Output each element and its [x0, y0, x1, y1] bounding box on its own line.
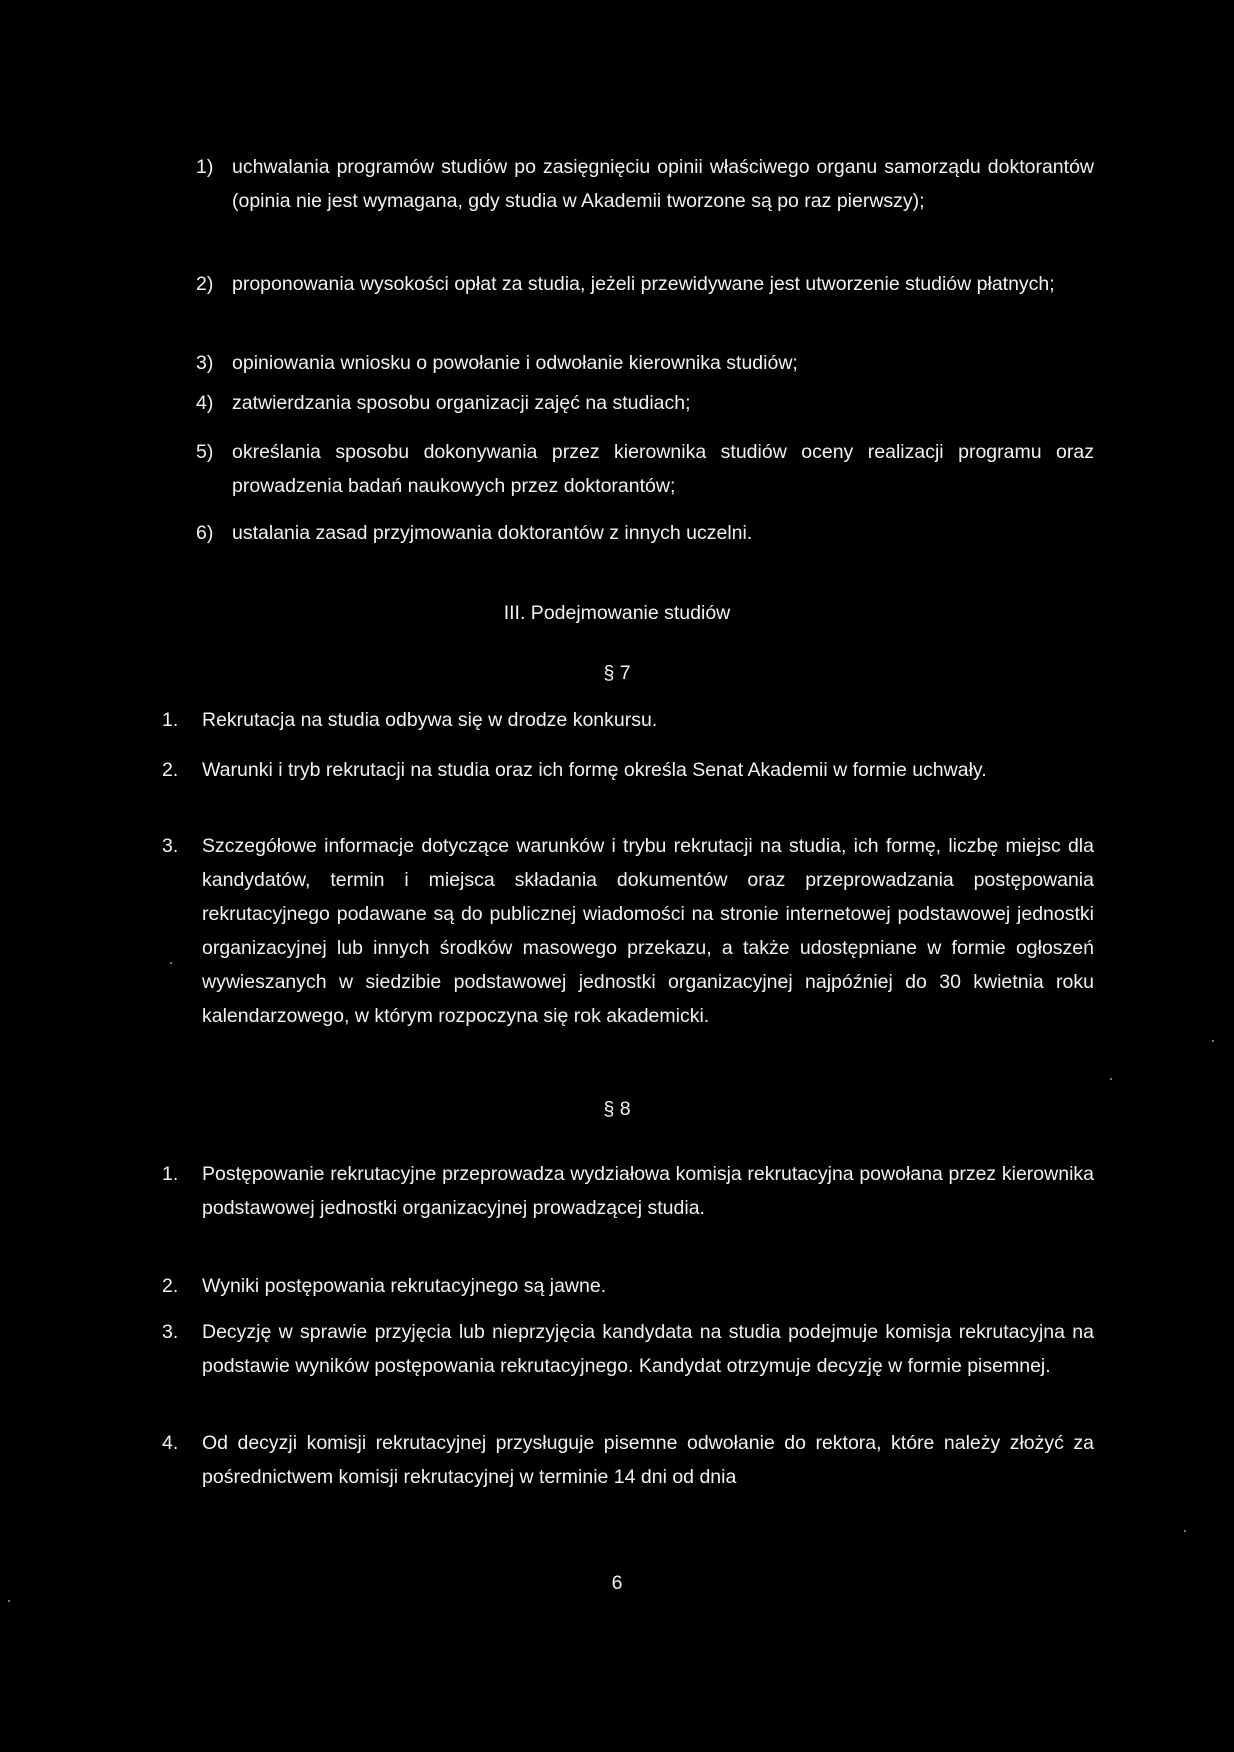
- item-number: 2.: [162, 1275, 179, 1297]
- list-item: [0, 150, 1234, 252]
- list-item-number: 2): [196, 273, 214, 295]
- scan-speck: [170, 962, 172, 964]
- list-item-text: określania sposobu dokonywania przez kierownika studiów oceny realizacji programu oraz prowadzenia badań naukowych przez doktorantów;: [232, 441, 1094, 497]
- paragraph-8-item: [0, 1426, 1234, 1494]
- list-item-number: 1): [196, 156, 214, 178]
- item-text: Rekrutacja na studia odbywa się w drodze konkursu.: [202, 709, 658, 731]
- scan-speck: [1212, 1040, 1214, 1042]
- list-item-number: 3): [196, 352, 214, 374]
- list-item-text: proponowania wysokości opłat za studia, jeżeli przewidywane jest utworzenie studiów płatnych;: [232, 273, 1055, 295]
- paragraph-8-item: [0, 1157, 1234, 1259]
- item-text: Wyniki postępowania rekrutacyjnego są jawne.: [202, 1275, 607, 1297]
- list-item-number: 4): [196, 392, 214, 414]
- list-item-number: 5): [196, 441, 214, 463]
- item-number: 4.: [162, 1432, 179, 1454]
- item-text: Decyzję w sprawie przyjęcia lub nieprzyjęcia kandydata na studia podejmuje komisja rekrutacyjna na podstawie wyników postępowania rekrutacyjnego. Kandydat otrzymuje decyzję w formie pisemnej.: [202, 1321, 1094, 1377]
- list-item-text: opiniowania wniosku o powołanie i odwołanie kierownika studiów;: [232, 352, 798, 374]
- paragraph-8-item: [0, 1269, 1234, 1303]
- scan-speck: [8, 1600, 10, 1602]
- item-number: 1.: [162, 709, 179, 731]
- item-text: Warunki i tryb rekrutacji na studia oraz ich formę określa Senat Akademii w formie uchwały.: [202, 759, 987, 781]
- list-item-text: uchwalania programów studiów po zasięgnięciu opinii właściwego organu samorządu doktorantów (opinia nie jest wymagana, gdy studia w Akademii tworzone są po raz pierwszy);: [232, 156, 1094, 212]
- paragraph-7-item: [0, 753, 1234, 821]
- section-heading: III. Podejmowanie studiów: [503, 602, 731, 624]
- paragraph-7-title: § 7: [603, 662, 631, 684]
- list-item: [0, 346, 1234, 380]
- list-item-number: 6): [196, 522, 214, 544]
- list-item-text: ustalania zasad przyjmowania doktorantów z innych uczelni.: [232, 522, 753, 544]
- list-item: [0, 386, 1234, 420]
- page-number: 6: [611, 1572, 623, 1594]
- item-number: 3.: [162, 835, 179, 857]
- item-text: Szczegółowe informacje dotyczące warunków i trybu rekrutacji na studia, ich formę, liczbę miejsc dla kandydatów, termin i miejsca składania dokumentów oraz przeprowadzania postępowania rekrutacyjnego podawane są do publicznej wiadomości na stronie internetowej podstawowej jednostki organizacyjnej lub innych środków masowego przekazu, a także udostępniane w formie ogłoszeń wywieszanych w siedzibie podstawowej jednostki organizacyjnej najpóźniej do 30 kwietnia roku kalendarzowego, w którym rozpoczyna się rok akademicki.: [202, 835, 1094, 1027]
- paragraph-8-title: § 8: [603, 1098, 631, 1120]
- list-item: [0, 435, 1234, 503]
- paragraph-7-item: [0, 829, 1234, 1067]
- item-number: 2.: [162, 759, 179, 781]
- item-number: 3.: [162, 1321, 179, 1343]
- paragraph-7-item: [0, 703, 1234, 737]
- paragraph-8-item: [0, 1315, 1234, 1417]
- item-text: Od decyzji komisji rekrutacyjnej przysługuje pisemne odwołanie do rektora, które należy złożyć za pośrednictwem komisji rekrutacyjnej w terminie 14 dni od dnia: [202, 1432, 1094, 1488]
- list-item: [0, 516, 1234, 550]
- item-text: Postępowanie rekrutacyjne przeprowadza wydziałowa komisja rekrutacyjna powołana przez kierownika podstawowej jednostki organizacyjnej prowadzącej studia.: [202, 1163, 1094, 1219]
- scan-speck: [1110, 1078, 1112, 1080]
- list-item: [0, 267, 1234, 335]
- list-item-text: zatwierdzania sposobu organizacji zajęć na studiach;: [232, 392, 691, 414]
- item-number: 1.: [162, 1163, 179, 1185]
- scan-speck: [1184, 1530, 1186, 1532]
